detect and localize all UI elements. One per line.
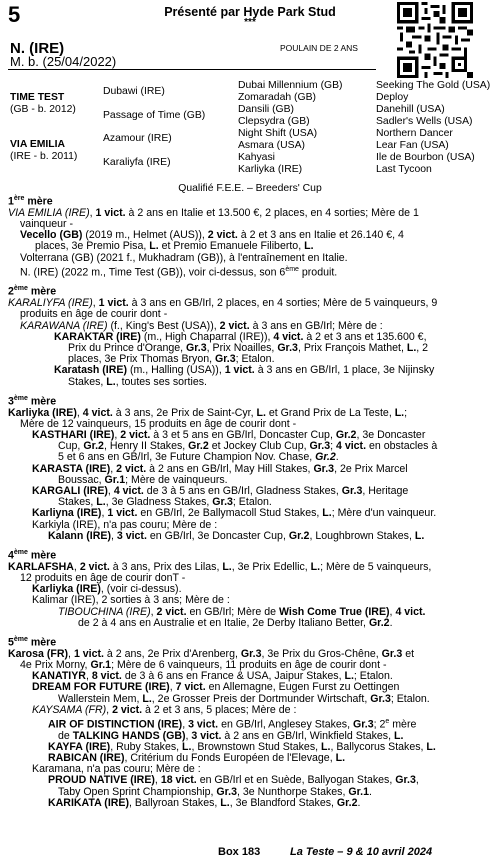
text-line: KAYSAMA (FR), 2 vict. à 2 et 3 ans, 5 places; Mère de : (32, 703, 297, 716)
catalogue-body (8, 193, 494, 809)
pedigree-gen3: Zomaradah (GB) (238, 92, 316, 103)
dam-detail: (IRE - b. 2011) (10, 151, 78, 162)
pedigree-gen4: Deploy (376, 92, 409, 103)
presenter: Présenté par Hyde Park Stud (164, 5, 336, 19)
lot-number: 5 (8, 2, 21, 27)
text-line: Stakes, L., 3e Gladness Stakes, Gr.3; Etalon. (58, 496, 272, 509)
text-line: Karkiyla (IRE), n'a pas couru; Mère de : (32, 518, 218, 531)
text-line: Cup, Gr.2, Henry II Stakes, Gr.2 et Jockey Club Cup, Gr.3; 4 vict. en obstacles à (58, 440, 438, 453)
text-line: Prix du Prince d'Orange, Gr.3, Prix Noailles, Gr.3, Prix François Mathet, L., 2 (68, 342, 429, 355)
text-line: KARAWANA (IRE) (f., King's Best (USA)), 2 vict. à 3 ans en GB/Irl; Mère de : (20, 319, 383, 332)
qualification: Qualifié F.E.E. – Breeders' Cup (178, 183, 322, 194)
section-heading: 5ème mère (8, 635, 57, 649)
text-line: 5 et 6 ans en GB/Irl, 3e Future Champion Nov. Chase, Gr.2. (58, 451, 339, 464)
sale-place-date: La Teste – 9 & 10 avril 2024 (290, 846, 433, 858)
text-line: VIA EMILIA (IRE), 1 vict. à 2 ans en Italie et 13.500 €, 2 places, en 4 sorties; Mère de 1 (8, 206, 419, 219)
text-line: PROUD NATIVE (IRE), 18 vict. en GB/Irl et en Suède, Ballyogan Stakes, Gr.3, (48, 774, 419, 787)
text-line: AIR OF DISTINCTION (IRE), 3 vict. en GB/Irl, Anglesey Stakes, Gr.3; 2e mère (48, 717, 417, 731)
text-line: 12 produits en âge de courir donT - (20, 571, 186, 584)
text-line: KARGALI (IRE), 4 vict. de 3 à 5 ans en GB/Irl, Gladness Stakes, Gr.3, Heritage (32, 485, 409, 497)
pedigree-gen3: Dubai Millennium (GB) (238, 80, 343, 91)
text-line: 4e Prix Morny, Gr.1; Mère de 6 vainqueurs, 11 produits en âge de courir dont - (20, 658, 387, 671)
pedigree-gen3: Night Shift (USA) (238, 128, 318, 139)
text-line: Boussac, Gr.1; Mère de vainqueurs. (58, 473, 228, 486)
text-line: KARASTA (IRE), 2 vict. à 2 ans en GB/Irl, May Hill Stakes, Gr.3, 2e Prix Marcel (32, 462, 408, 475)
text-line: KARAKTAR (IRE) (m., High Chaparral (IRE)), 4 vict. à 2 et 3 ans et 135.600 €, (54, 330, 427, 343)
text-line: DREAM FOR FUTURE (IRE), 7 vict. en Allemagne, Eugen Furst zu Oettingen (32, 681, 400, 694)
text-line: KASTHARI (IRE), 2 vict. à 3 et 5 ans en GB/Irl, Doncaster Cup, Gr.2, 3e Doncaster (32, 428, 426, 441)
pedigree-gen4: Last Tycoon (376, 164, 432, 175)
text-line: KANATIYR, 8 vict. de 3 à 6 ans en France & USA, Jaipur Stakes, L.; Etalon. (32, 670, 393, 683)
text-line: Taby Open Sprint Championship, Gr.3, 3e Nunthorpe Stakes, Gr.1. (58, 785, 372, 798)
header-divider (8, 69, 376, 70)
text-line: KAYFA (IRE), Ruby Stakes, L., Brownstown Stud Stakes, L., Ballycorus Stakes, L. (48, 740, 436, 753)
text-line: Karamana, n'a pas couru; Mère de : (32, 763, 201, 776)
text-line: Vecello (GB) (2019 m., Helmet (AUS)), 2 vict. à 2 et 3 ans en Italie et 26.140 €, 4 (20, 229, 404, 242)
pedigree-gen3: Asmara (USA) (238, 140, 305, 151)
text-line: Karliyna (IRE), 1 vict. en GB/Irl, 2e Ballymacoll Stud Stakes, L.; Mère d'un vainqueur. (32, 507, 437, 520)
text-line: Kalimar (IRE), 2 sorties à 3 ans; Mère de : (32, 594, 230, 607)
text-line: Karosa (FR), 1 vict. à 2 ans, 2e Prix d'Arenberg, Gr.3, 3e Prix du Gros-Chêne, Gr.3 et (8, 647, 415, 660)
text-line: de 2 à 4 ans en Australie et en Italie, 2e Derby Italiano Better, Gr.2. (78, 616, 393, 629)
pedigree-gen3: Dansili (GB) (238, 104, 295, 115)
text-line: N. (IRE) (2022 m., Time Test (GB)), voir ci-dessus, son 6ème produit. (20, 265, 338, 279)
section-heading: 1ère mère (8, 195, 53, 208)
box-number: Box 183 (218, 846, 261, 858)
section-heading: 3ème mère (8, 394, 57, 408)
text-line: places, 3e Premio Pisa, L. et Premio Emanuele Filiberto, L. (35, 240, 314, 253)
pedigree-gen4: Seeking The Gold (USA) (376, 80, 491, 91)
pedigree-gen4: Ile de Bourbon (USA) (376, 152, 475, 163)
pedigree-gen2: Dubawi (IRE) (103, 86, 165, 97)
section-heading: 2ème mère (8, 285, 57, 299)
text-line: Volterrana (GB) (2021 f., Mukhadram (GB)), à l'entraînement en Italie. (20, 251, 348, 264)
birth-info: M. b. (25/04/2022) (10, 54, 117, 69)
text-line: KARLAFSHA, 2 vict. à 3 ans, Prix des Lilas, L., 3e Prix Edellic, L.; Mère de 5 vainqueurs, (8, 560, 432, 573)
text-line: KARIKATA (IRE), Ballyroan Stakes, L., 3e Blandford Stakes, Gr.2. (48, 796, 361, 809)
text-line: produits en âge de courir dont - (20, 308, 168, 321)
text-line: TIBOUCHINA (IRE), 2 vict. en GB/Irl; Mère de Wish Come True (IRE), 4 vict. (58, 605, 426, 618)
pedigree-gen2: Passage of Time (GB) (103, 110, 206, 121)
text-line: Karatash (IRE) (m., Halling (USA)), 1 vict. à 3 ans en GB/Irl, 1 place, 3e Nijinsky (54, 364, 435, 377)
text-line: places, 3e Prix Thomas Bryon, Gr.3; Etalon. (68, 353, 275, 366)
pedigree-gen4: Sadler's Wells (USA) (376, 116, 473, 127)
text-line: Karliyka (IRE), 4 vict. à 3 ans, 2e Prix de Saint-Cyr, L. et Grand Prix de La Teste, L.; (8, 406, 408, 419)
section-heading: 4ème mère (8, 549, 57, 562)
pedigree-gen2: Azamour (IRE) (103, 133, 172, 144)
pedigree-gen4: Lear Fan (USA) (376, 140, 449, 151)
pedigree-gen2: Karaliyfa (IRE) (103, 157, 171, 168)
pedigree-gen3: Clepsydra (GB) (238, 116, 310, 127)
dam-name: VIA EMILIA (10, 139, 66, 150)
text-line: Kalann (IRE), 3 vict. en GB/Irl, 3e Doncaster Cup, Gr.2, Loughbrown Stakes, L. (48, 529, 425, 542)
pedigree-gen4: Danehill (USA) (376, 104, 445, 115)
text-line: Karliyka (IRE), (voir ci-dessus). (32, 583, 182, 596)
sire-name: TIME TEST (10, 92, 65, 103)
sex-label: POULAIN DE 2 ANS (280, 43, 358, 53)
stars: *** (244, 17, 256, 28)
text-line: Mère de 12 vainqueurs, 15 produits en âge de courir dont - (20, 417, 297, 430)
pedigree-gen3: Kahyasi (238, 152, 275, 163)
text-line: de TALKING HANDS (GB), 3 vict. à 2 ans en GB/Irl, Winkfield Stakes, L. (58, 729, 404, 742)
horse-name: N. (IRE) (10, 40, 65, 57)
text-line: vainqueur - (20, 217, 73, 230)
text-line: Wallerstein Mem, L., 2e Grosser Preis der Dortmunder Wirtschaft, Gr.3; Etalon. (58, 692, 430, 705)
pedigree-gen4: Northern Dancer (376, 128, 453, 139)
text-line: Stakes, L., toutes ses sorties. (68, 375, 207, 388)
text-line: KARALIYFA (IRE), 1 vict. à 3 ans en GB/Irl, 2 places, en 4 sorties; Mère de 5 vainqueurs, 9 (8, 297, 438, 310)
text-line: RABICAN (IRE), Critérium du Fonds Européen de l'Elevage, L. (48, 752, 346, 765)
qr-code-icon (397, 2, 473, 78)
pedigree-gen3: Karliyka (IRE) (238, 164, 303, 175)
sire-detail: (GB - b. 2012) (10, 104, 76, 115)
